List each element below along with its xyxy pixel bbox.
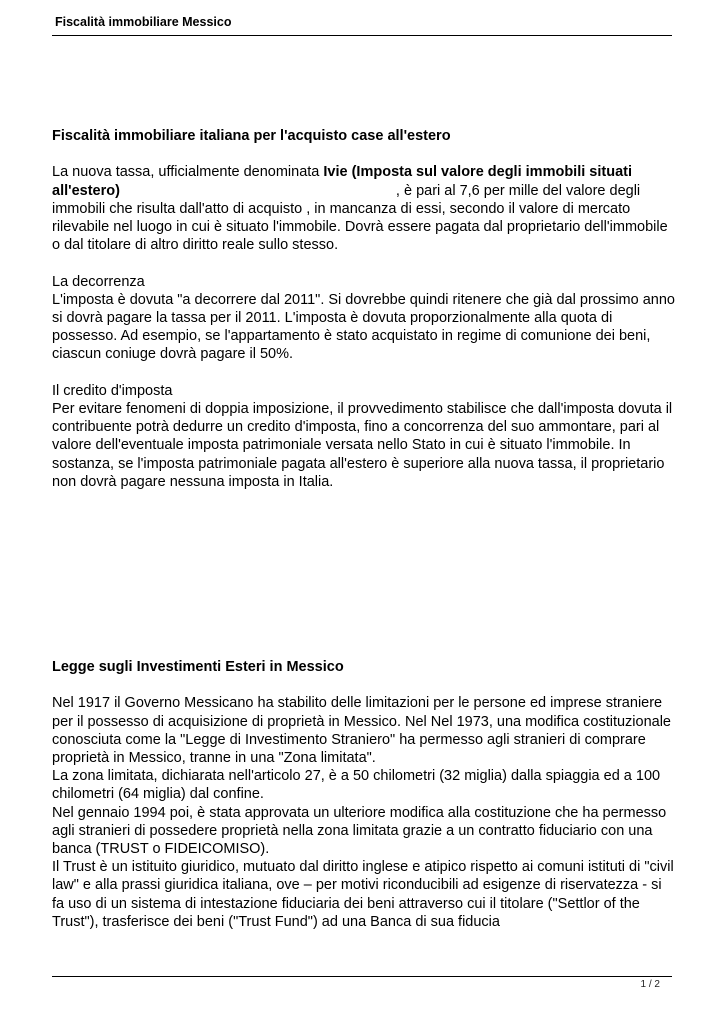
ivie-paragraph	[52, 163, 677, 254]
credito-title: Il credito d'imposta	[52, 382, 173, 399]
ivie-intro-text: La nuova tassa, ufficialmente denominata	[52, 164, 324, 181]
amendment-paragraph: Nel gennaio 1994 poi, è stata approvata un ulteriore modifica alla costituzione che ha permesso agli stranieri di possedere proprietà nella zona limitata grazie a un contratto fiduciario con una banca (TRUST o FIDEICOMISO).	[52, 804, 667, 858]
ivie-rate-text: , è pari al 7,6 per mille del valore degli immobili che risulta dall'atto di acquisto , in mancanza di essi, secondo il valore di mercato rilevabile nel luogo in cui è situato l'immobile. Dovrà essere pagata dal proprietario dell'immobile o dal titolare di altro diritto reale sullo stesso.	[52, 182, 668, 254]
trust-paragraph: Il Trust è un istituito giuridico, mutuato dal diritto inglese e atipico rispetto ai comuni istituti di "civil law" e alla prassi giuridica italiana, ove – per motivi riconducibili ad esigenze di riservatezza - si fa uso di un sistema di intestazione fiduciaria dei beni attraverso cui il titolare ("Settlor of the Trust"), trasferisce dei beni ("Trust Fund") ad una Banca di sua fiducia	[52, 859, 674, 930]
document-title: Fiscalità immobiliare Messico	[55, 15, 232, 29]
section-italian-taxation	[52, 127, 677, 491]
decorrenza-title: La decorrenza	[52, 273, 145, 290]
section-foreign-investment-law	[52, 658, 677, 931]
section-heading: Fiscalità immobiliare italiana per l'acquisto case all'estero	[52, 128, 451, 144]
history-paragraph: Nel 1917 il Governo Messicano ha stabilito delle limitazioni per le persone ed imprese straniere per il possesso di acquisizione di proprietà in Messico. Nel Nel 1973, una modifica costituzionale conosciuta come la "Legge di Investimento Straniero" ha permesso agli stranieri di comprare proprietà in Messico, tranne in una "Zona limitata".	[52, 695, 671, 766]
decorrenza-text: L'imposta è dovuta "a decorrere dal 2011". Si dovrebbe quindi ritenere che già dal prossimo anno si dovrà pagare la tassa per il 2011. L'imposta è dovuta proporzionalmente alla quota di possesso. Ad esempio, se l'appartamento è stato acquistato in regime di comunione dei beni, ciascun coniuge dovrà pagare il 50%.	[52, 291, 675, 363]
page-number: 1 / 2	[640, 979, 660, 990]
page-footer	[52, 976, 672, 990]
page-header	[52, 14, 672, 36]
section-heading: Legge sugli Investimenti Esteri in Messico	[52, 659, 344, 675]
restricted-zone-paragraph: La zona limitata, dichiarata nell'articolo 27, è a 50 chilometri (32 miglia) dalla spiaggia ed a 100 chilometri (64 miglia) dal confine.	[52, 768, 661, 803]
ivie-definition: Ivie (Imposta sul valore degli immobili situati all'estero)	[52, 164, 632, 199]
credito-text: Per evitare fenomeni di doppia imposizione, il provvedimento stabilisce che dall'imposta dovuta il contribuente potrà dedurre un credito d'imposta, fino a concorrenza del suo ammontare, pari al valore dell'eventuale imposta patrimoniale versata nello Stato in cui è situato l'immobile. In sostanza, se l'imposta patrimoniale pagata all'estero è superiore alla nuova tassa, il proprietario non dovrà pagare nessuna imposta in Italia.	[52, 401, 673, 490]
